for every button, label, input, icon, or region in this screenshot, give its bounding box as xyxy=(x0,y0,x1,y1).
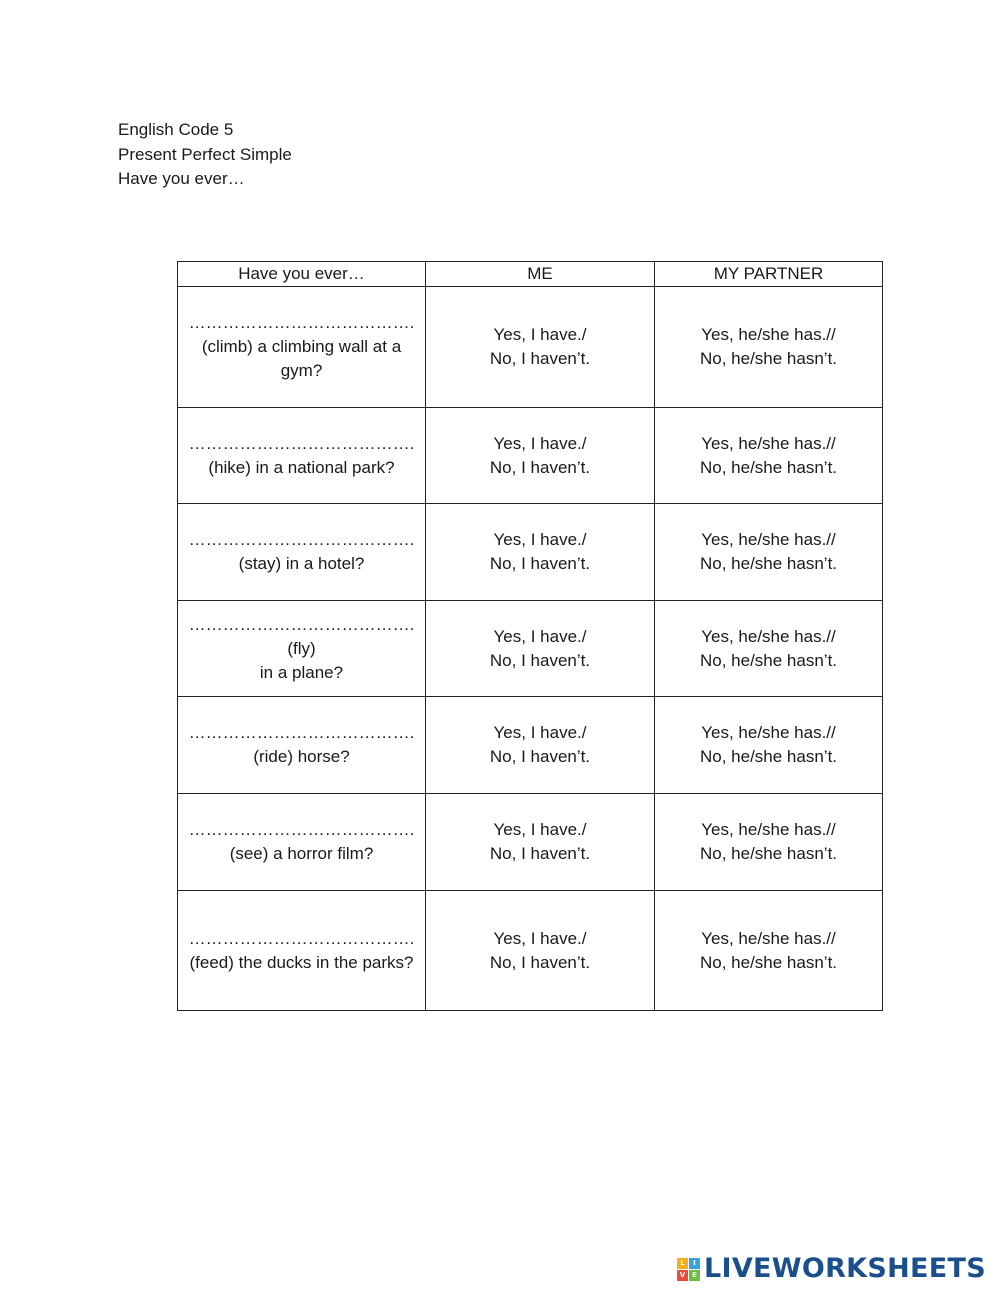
me-no-option[interactable]: No, I haven’t. xyxy=(489,457,591,477)
partner-answer-cell xyxy=(655,504,883,601)
partner-yes-option[interactable]: Yes, he/she has.// xyxy=(701,928,836,948)
me-no-option[interactable]: No, I haven’t. xyxy=(489,844,591,863)
partner-no-option[interactable]: No, he/she hasn’t. xyxy=(699,650,838,670)
course-title: English Code 5 xyxy=(118,120,234,139)
partner-no-option[interactable]: No, he/she hasn’t. xyxy=(699,952,838,972)
column-header-partner: MY PARTNER xyxy=(655,262,883,287)
me-answer-cell xyxy=(426,891,655,1011)
table-row xyxy=(178,504,883,601)
table-row xyxy=(178,408,883,504)
partner-no-option[interactable]: No, he/she hasn’t. xyxy=(699,457,838,477)
partner-yes-option[interactable]: Yes, he/she has.// xyxy=(701,433,836,453)
table-row xyxy=(178,601,883,697)
partner-answer-cell xyxy=(655,287,883,408)
table-header-row xyxy=(178,262,883,287)
logo-mark-icon xyxy=(677,1258,700,1281)
me-answer-cell xyxy=(426,697,655,794)
answer-blank[interactable]: …………………………………. xyxy=(188,433,415,453)
column-header-question: Have you ever… xyxy=(178,262,426,287)
me-answer-cell xyxy=(426,408,655,504)
question-text: in a plane? xyxy=(259,662,344,682)
question-text: (stay) in a hotel? xyxy=(238,554,365,573)
partner-no-option[interactable]: No, he/she hasn’t. xyxy=(699,554,838,573)
me-answer-cell xyxy=(426,504,655,601)
partner-answer-cell xyxy=(655,697,883,794)
me-answer-cell xyxy=(426,794,655,891)
me-yes-option[interactable]: Yes, I have./ xyxy=(493,325,587,344)
me-no-option[interactable]: No, I haven’t. xyxy=(489,747,591,766)
question-text: (feed) the ducks in the parks? xyxy=(189,952,414,972)
table-row xyxy=(178,697,883,794)
question-text: (climb) a climbing wall at a gym? xyxy=(201,337,402,380)
question-text: (hike) in a national park? xyxy=(208,457,395,477)
me-no-option[interactable]: No, I haven’t. xyxy=(489,650,591,670)
table-row xyxy=(178,794,883,891)
me-answer-cell xyxy=(426,601,655,697)
question-cell xyxy=(178,408,426,504)
me-yes-option[interactable]: Yes, I have./ xyxy=(493,820,587,839)
me-answer-cell xyxy=(426,287,655,408)
partner-answer-cell xyxy=(655,891,883,1011)
partner-no-option[interactable]: No, he/she hasn’t. xyxy=(699,747,838,766)
me-no-option[interactable]: No, I haven’t. xyxy=(489,349,591,368)
me-no-option[interactable]: No, I haven’t. xyxy=(489,554,591,573)
survey-table xyxy=(177,261,883,1011)
me-yes-option[interactable]: Yes, I have./ xyxy=(493,433,587,453)
question-cell xyxy=(178,697,426,794)
question-text: (see) a horror film? xyxy=(229,844,374,863)
answer-blank[interactable]: …………………………………. xyxy=(188,530,415,549)
partner-no-option[interactable]: No, he/she hasn’t. xyxy=(699,844,838,863)
me-yes-option[interactable]: Yes, I have./ xyxy=(493,626,587,646)
logo-mark-tile: L xyxy=(677,1258,688,1269)
me-no-option[interactable]: No, I haven’t. xyxy=(489,952,591,972)
partner-answer-cell xyxy=(655,794,883,891)
partner-yes-option[interactable]: Yes, he/she has.// xyxy=(701,626,836,646)
table-row xyxy=(178,287,883,408)
question-cell xyxy=(178,504,426,601)
column-header-me: ME xyxy=(426,262,655,287)
question-cell xyxy=(178,601,426,697)
answer-blank[interactable]: …………………………………. xyxy=(188,820,415,839)
me-yes-option[interactable]: Yes, I have./ xyxy=(493,530,587,549)
partner-yes-option[interactable]: Yes, he/she has.// xyxy=(701,530,836,549)
topic-title: Present Perfect Simple xyxy=(118,144,292,164)
answer-blank[interactable]: …………………………………. (fly) xyxy=(188,614,415,658)
answer-blank[interactable]: …………………………………. xyxy=(188,928,415,948)
me-yes-option[interactable]: Yes, I have./ xyxy=(493,723,587,742)
partner-yes-option[interactable]: Yes, he/she has.// xyxy=(701,325,836,344)
partner-yes-option[interactable]: Yes, he/she has.// xyxy=(701,820,836,839)
me-yes-option[interactable]: Yes, I have./ xyxy=(493,928,587,948)
activity-title: Have you ever… xyxy=(118,169,245,188)
partner-yes-option[interactable]: Yes, he/she has.// xyxy=(701,723,836,742)
logo-text: LIVEWORKSHEETS xyxy=(703,1253,986,1284)
table-row xyxy=(178,891,883,1011)
logo-mark-tile: I xyxy=(689,1258,700,1269)
question-cell xyxy=(178,891,426,1011)
worksheet-header xyxy=(118,118,292,192)
partner-no-option[interactable]: No, he/she hasn’t. xyxy=(699,349,838,368)
logo-mark-tile: E xyxy=(689,1270,700,1281)
liveworksheets-logo xyxy=(677,1254,986,1284)
answer-blank[interactable]: …………………………………. xyxy=(188,723,415,742)
partner-answer-cell xyxy=(655,601,883,697)
question-cell xyxy=(178,287,426,408)
question-cell xyxy=(178,794,426,891)
answer-blank[interactable]: …………………………………. xyxy=(188,313,415,332)
logo-mark-tile: V xyxy=(677,1270,688,1281)
partner-answer-cell xyxy=(655,408,883,504)
question-text: (ride) horse? xyxy=(253,747,350,766)
